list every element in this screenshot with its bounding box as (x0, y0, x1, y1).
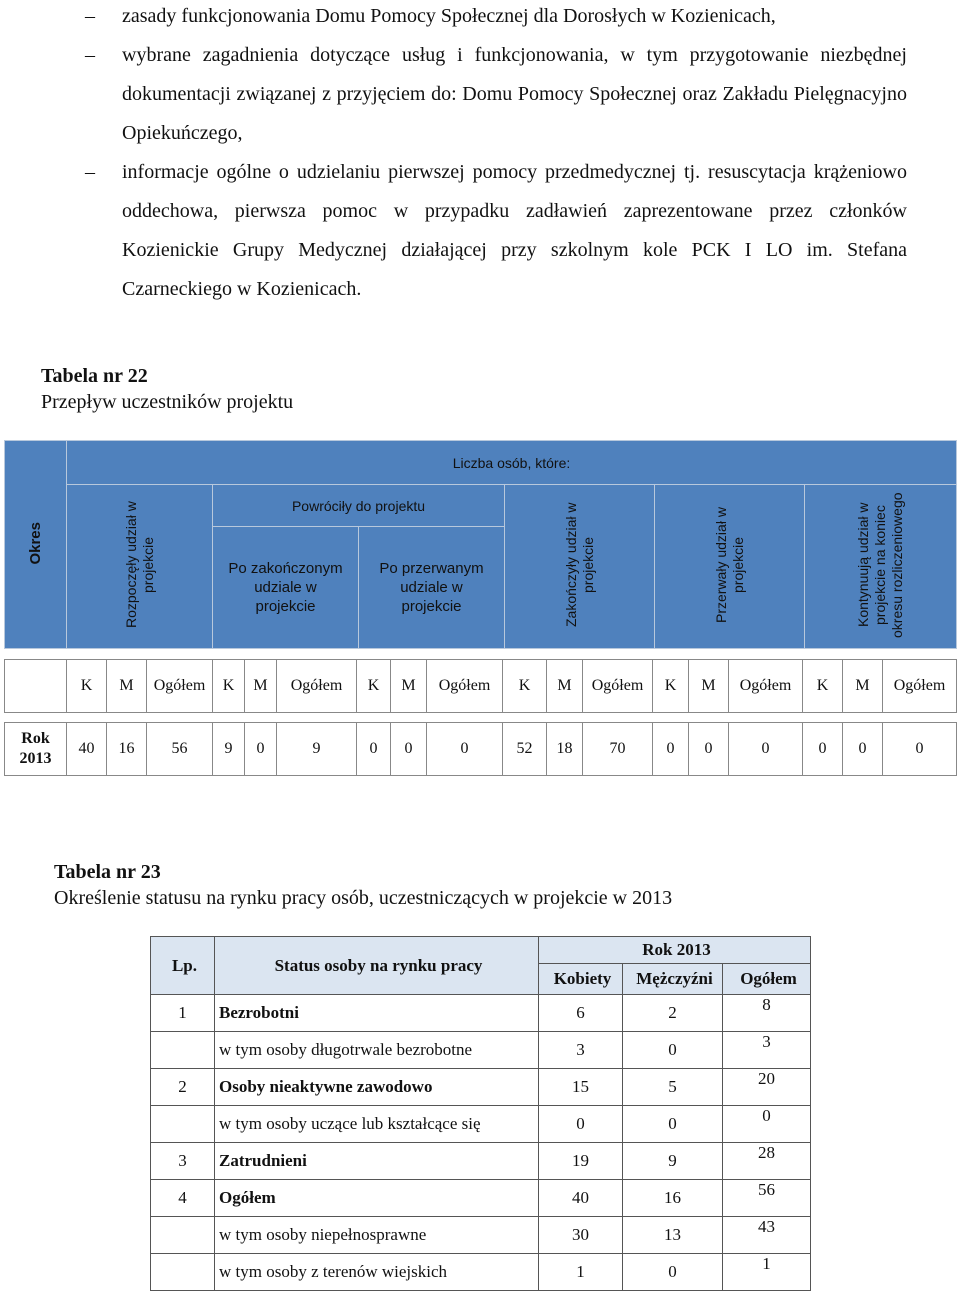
przerwaly-header: Przerwały udział w projekcie (712, 507, 746, 623)
subheader-cell: Ogółem (277, 660, 357, 713)
subheader-cell: K (653, 660, 689, 713)
data-cell: 0 (357, 723, 391, 776)
data-cell: 0 (391, 723, 427, 776)
subheader-cell: K (213, 660, 245, 713)
table-row (151, 1069, 811, 1106)
table23-number: Tabela nr 23 (54, 861, 161, 883)
spacer (5, 649, 957, 660)
subheader-cell: M (689, 660, 729, 713)
table-row (5, 723, 957, 776)
table-row (151, 1032, 811, 1069)
kobiety-cell: 15 (539, 1069, 623, 1106)
subheader-cell: Ogółem (147, 660, 213, 713)
subheader-cell: M (245, 660, 277, 713)
subheader-cell: M (547, 660, 583, 713)
table22-title: Przepływ uczestników projektu (41, 391, 294, 413)
data-cell: 0 (803, 723, 843, 776)
data-cell: 0 (427, 723, 503, 776)
lp-cell: 3 (151, 1143, 215, 1180)
subheader-cell: M (107, 660, 147, 713)
data-cell: 18 (547, 723, 583, 776)
mezczyzni-header: Mężczyźni (623, 964, 723, 995)
table22-header (4, 440, 957, 649)
status-cell: w tym osoby niepełnosprawne (215, 1217, 539, 1254)
dash-marker: – (85, 44, 95, 66)
ogolem-cell: 28 (723, 1143, 811, 1180)
list-item (85, 0, 907, 36)
ogolem-cell: 1 (723, 1254, 811, 1291)
subheader-blank (5, 660, 67, 713)
liczba-header: Liczba osób, które: (67, 441, 957, 485)
subheader-cell: M (843, 660, 883, 713)
kobiety-cell: 6 (539, 995, 623, 1032)
list-item-text: wybrane zagadnienia dotyczące usług i funkcjonowania, w tym przygotowanie niezbędnej dokumentacji związanej z przyjęciem do: Domu Pomocy Społecznej oraz Zakładu Pielęgnacyjno Opiekuńczego, (122, 44, 907, 144)
lp-cell: 1 (151, 995, 215, 1032)
dash-marker: – (85, 161, 95, 183)
lp-cell: 2 (151, 1069, 215, 1106)
table22-caption (41, 363, 293, 415)
ogolem-cell: 56 (723, 1180, 811, 1217)
status-cell: Osoby nieaktywne zawodowo (215, 1069, 539, 1106)
table-row (151, 1180, 811, 1217)
table22 (4, 440, 956, 776)
subheader-cell: M (391, 660, 427, 713)
mezczyzni-cell: 5 (623, 1069, 723, 1106)
status-cell: Ogółem (215, 1180, 539, 1217)
table-row (151, 1254, 811, 1291)
mezczyzni-cell: 0 (623, 1032, 723, 1069)
kobiety-cell: 3 (539, 1032, 623, 1069)
lp-cell: 4 (151, 1180, 215, 1217)
status-cell: w tym osoby uczące lub kształcące się (215, 1106, 539, 1143)
table23-title: Określenie statusu na rynku pracy osób, uczestniczących w projekcie w 2013 (54, 887, 673, 909)
table22-body (4, 649, 957, 776)
subheader-cell: Ogółem (427, 660, 503, 713)
table22-number: Tabela nr 22 (41, 365, 148, 387)
data-cell: 0 (883, 723, 957, 776)
ogolem-cell: 20 (723, 1069, 811, 1106)
table23-caption (54, 859, 672, 911)
kobiety-cell: 19 (539, 1143, 623, 1180)
mezczyzni-cell: 0 (623, 1106, 723, 1143)
mezczyzni-cell: 9 (623, 1143, 723, 1180)
data-cell: 56 (147, 723, 213, 776)
row-label: Rok 2013 (5, 723, 67, 776)
zakonczyly-header: Zakończyły udział w projekcie (562, 502, 596, 628)
data-cell: 0 (843, 723, 883, 776)
data-cell: 16 (107, 723, 147, 776)
data-cell: 40 (67, 723, 107, 776)
kontynuuja-header-cell (805, 485, 957, 649)
data-cell: 70 (583, 723, 653, 776)
okres-header: Okres (27, 521, 44, 565)
po-przerwanym-header: Po przerwanym udziale w projekcie (359, 527, 505, 649)
przerwaly-header-cell (655, 485, 805, 649)
data-cell: 52 (503, 723, 547, 776)
po-zakonczonym-header: Po zakończonym udziale w projekcie (213, 527, 359, 649)
data-cell: 0 (689, 723, 729, 776)
data-cell: 9 (213, 723, 245, 776)
lp-header: Lp. (151, 937, 215, 995)
zakonczyly-header-cell (505, 485, 655, 649)
lp-cell (151, 1254, 215, 1291)
spacer (5, 713, 957, 723)
status-cell: w tym osoby długotrwale bezrobotne (215, 1032, 539, 1069)
rok-header: Rok 2013 (539, 937, 811, 964)
table23 (150, 936, 811, 1291)
list-item-text: informacje ogólne o udzielaniu pierwszej pomocy przedmedycznej tj. resuscytacja krążeniowo oddechowa, pierwsza pomoc w przypadku zadławień zaprezentowane przez członków Kozienickie Grupy Medycznej działającej przy szkolnym kole PCK I LO im. Stefana Czarneckiego w Kozienicach. (122, 161, 907, 300)
rozpoczely-header-cell (67, 485, 213, 649)
ogolem-header: Ogółem (723, 964, 811, 995)
subheader-cell: Ogółem (883, 660, 957, 713)
kobiety-cell: 30 (539, 1217, 623, 1254)
kobiety-cell: 1 (539, 1254, 623, 1291)
status-cell: Bezrobotni (215, 995, 539, 1032)
status-cell: Zatrudnieni (215, 1143, 539, 1180)
ogolem-cell: 3 (723, 1032, 811, 1069)
kobiety-cell: 40 (539, 1180, 623, 1217)
mezczyzni-cell: 2 (623, 995, 723, 1032)
mezczyzni-cell: 13 (623, 1217, 723, 1254)
list-item-text: zasady funkcjonowania Domu Pomocy Społecznej dla Dorosłych w Kozienicach, (122, 5, 776, 27)
dash-marker: – (85, 5, 95, 27)
data-cell: 0 (729, 723, 803, 776)
table-row (151, 995, 811, 1032)
table-row (151, 1217, 811, 1254)
subheader-cell: K (803, 660, 843, 713)
ogolem-cell: 8 (723, 995, 811, 1032)
ogolem-cell: 0 (723, 1106, 811, 1143)
subheader-cell: K (503, 660, 547, 713)
subheader-cell: K (67, 660, 107, 713)
subheader-cell: K (357, 660, 391, 713)
subheader-cell: Ogółem (583, 660, 653, 713)
data-cell: 9 (277, 723, 357, 776)
status-header: Status osoby na rynku pracy (215, 937, 539, 995)
table-row (151, 1143, 811, 1180)
subheader-cell: Ogółem (729, 660, 803, 713)
bullet-list (85, 0, 907, 309)
list-item (85, 36, 907, 153)
mezczyzni-cell: 16 (623, 1180, 723, 1217)
table-row (151, 1106, 811, 1143)
data-cell: 0 (245, 723, 277, 776)
list-item (85, 153, 907, 309)
okres-header-cell (5, 441, 67, 649)
lp-cell (151, 1106, 215, 1143)
lp-cell (151, 1032, 215, 1069)
data-cell: 0 (653, 723, 689, 776)
mezczyzni-cell: 0 (623, 1254, 723, 1291)
powrocily-header: Powróciły do projektu (213, 485, 505, 527)
ogolem-cell: 43 (723, 1217, 811, 1254)
status-cell: w tym osoby z terenów wiejskich (215, 1254, 539, 1291)
kobiety-header: Kobiety (539, 964, 623, 995)
kobiety-cell: 0 (539, 1106, 623, 1143)
lp-cell (151, 1217, 215, 1254)
kontynuuja-header: Kontynuują udział w projekcie na koniec okresu rozliczeniowego (855, 492, 905, 638)
table-row (5, 660, 957, 713)
rozpoczely-header: Rozpoczęły udział w projekcie (122, 501, 156, 629)
